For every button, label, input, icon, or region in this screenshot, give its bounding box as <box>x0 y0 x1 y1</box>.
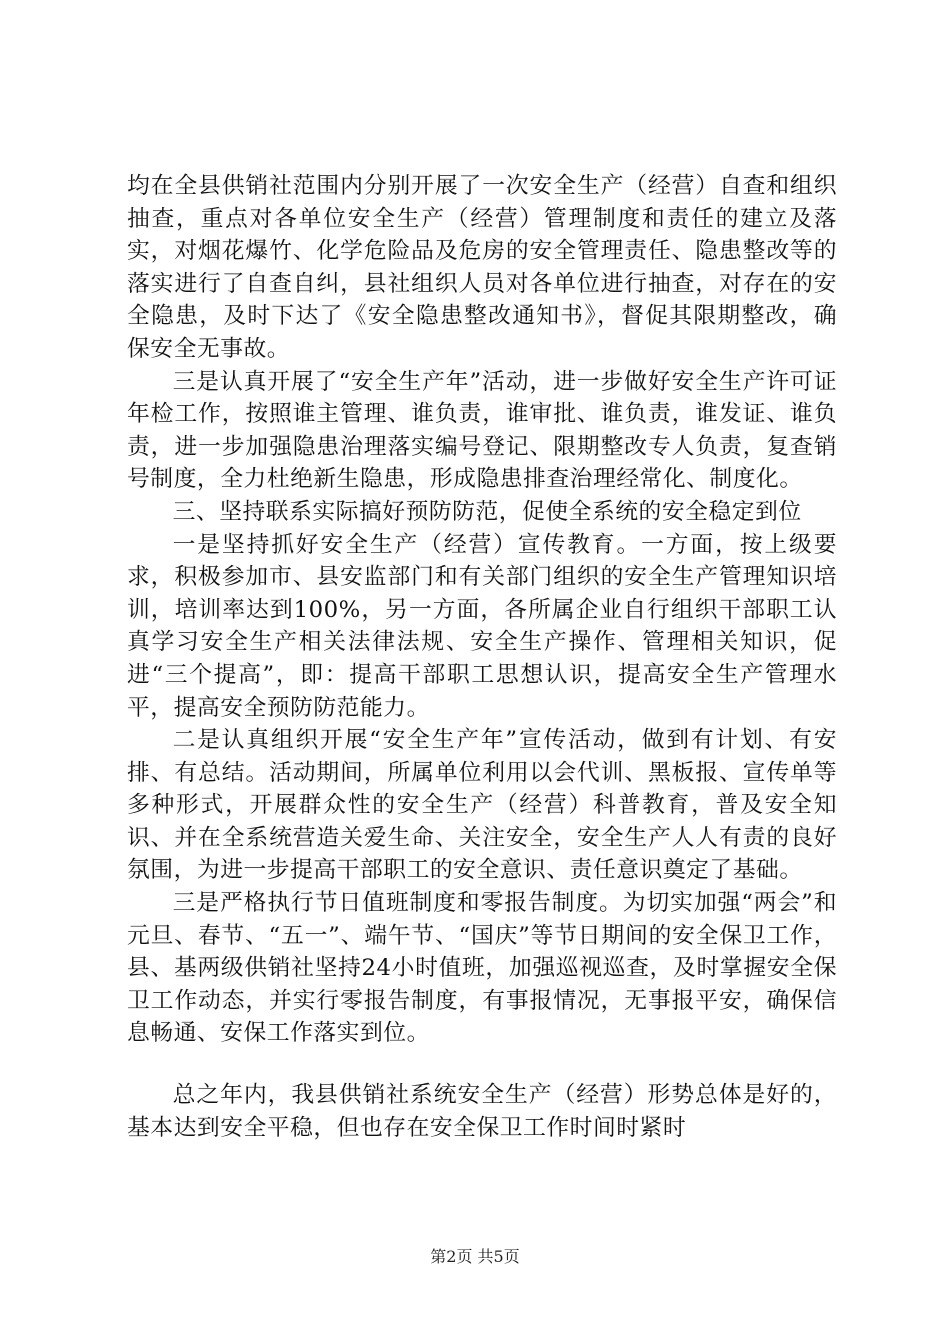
page-number-footer: 第2页 共5页 <box>430 1247 520 1266</box>
paragraph-publicity-activity: 二是认真组织开展“安全生产年”宣传活动，做到有计划、有安排、有总结。活动期间，所属单位利用以会代训、黑板报、宣传单等多种形式，开展群众性的安全生产（经营）科普教育，普及安全知识、并在全系统营造关爱生命、关注安全，安全生产人人有责的良好氛围，为进一步提高干部职工的安全意识、责任意识奠定了基础。 <box>127 727 837 884</box>
paragraph-summary: 总之年内，我县供销社系统安全生产（经营）形势总体是好的，基本达到安全平稳，但也存在安全保卫工作时间时紧时 <box>127 1082 837 1141</box>
paragraph-publicity-education: 一是坚持抓好安全生产（经营）宣传教育。一方面，按上级要求，积极参加市、县安监部门和有关部门组织的安全生产管理知识培训，培训率达到100%，另一方面，各所属企业自行组织干部职工认真学习安全生产相关法律法规、安全生产操作、管理相关知识，促进“三个提高”，即：提高干部职工思想认识，提高安全生产管理水平，提高安全预防防范能力。 <box>127 531 837 721</box>
section-heading-prevention: 三、坚持联系实际搞好预防防范，促使全系统的安全稳定到位 <box>172 498 802 525</box>
paragraph-safety-year-activity: 三是认真开展了“安全生产年”活动，进一步做好安全生产许可证年检工作，按照谁主管理、谁负责，谁审批、谁负责，谁发证、谁负责，进一步加强隐患治理落实编号登记、限期整改专人负责，复查销号制度，全力杜绝新生隐患，形成隐患排查治理经常化、制度化。 <box>127 368 837 493</box>
paragraph-holiday-duty: 三是严格执行节日值班制度和零报告制度。为切实加强“两会”和元旦、春节、“五一”、端午节、“国庆”等节日期间的安全保卫工作，县、基两级供销社坚持24小时值班，加强巡视巡查，及时掌握安全保卫工作动态，并实行零报告制度，有事报情况，无事报平安，确保信息畅通、安保工作落实到位。 <box>127 890 837 1047</box>
document-body <box>127 170 837 1144</box>
paragraph-inspection-continued: 均在全县供销社范围内分别开展了一次安全生产（经营）自查和组织抽查，重点对各单位安全生产（经营）管理制度和责任的建立及落实，对烟花爆竹、化学危险品及危房的安全管理责任、隐患整改等的落实进行了自查自纠，县社组织人员对各单位进行抽查，对存在的安全隐患，及时下达了《安全隐患整改通知书》，督促其限期整改，确保安全无事故。 <box>127 173 837 362</box>
